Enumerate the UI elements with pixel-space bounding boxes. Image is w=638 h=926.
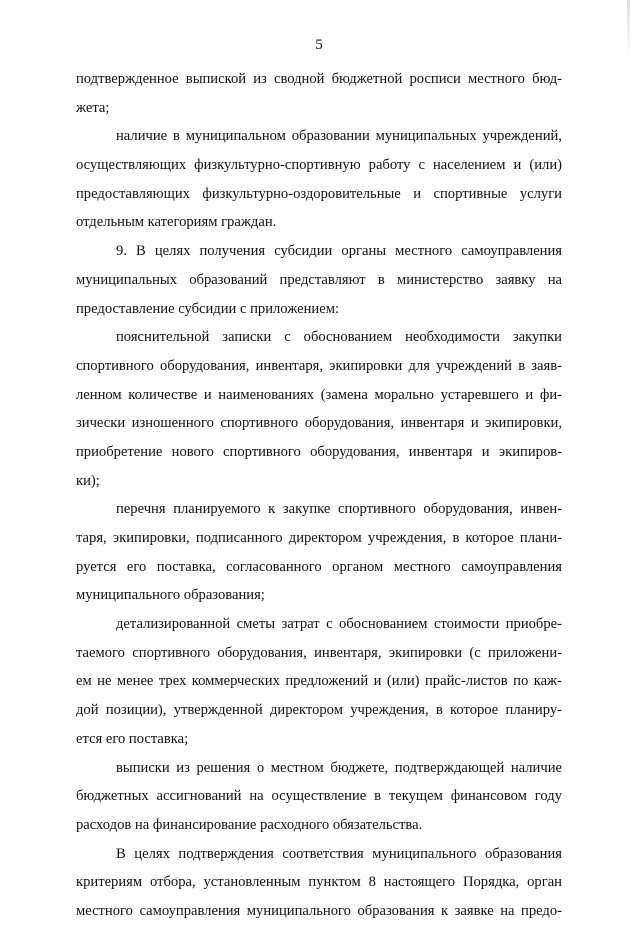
text-line: муниципальных образований представляют в министерство заявку на [76, 271, 562, 288]
scan-specks [230, 868, 410, 888]
text-line: ем не менее трех коммерческих предложений и (или) прайс-листов по каж- [76, 673, 562, 690]
text-line: таемого спортивного оборудования, инвентаря, экипировки (с приложени- [76, 644, 562, 661]
text-line: приобретение нового спортивного оборудования, инвентаря и экипиров- [76, 443, 562, 460]
text-line: выписки из решения о местном бюджете, подтверждающей наличие [116, 759, 562, 776]
text-line: В целях подтверждения соответствия муниципального образования [116, 845, 562, 862]
text-line: зически изношенного спортивного оборудования, инвентаря и экипировки, [76, 415, 562, 432]
text-line: осуществляющих физкультурно-спортивную работу с населением и (или) [76, 157, 562, 174]
text-line: 9. В целях получения субсидии органы местного самоуправления [116, 243, 562, 260]
page-number: 5 [315, 37, 323, 53]
text-line: бюджетных ассигнований на осуществление в текущем финансовом году [76, 788, 562, 805]
text-line: дой позиции), утвержденной директором учреждения, в которое планиру- [76, 702, 562, 719]
text-line: муниципального образования; [76, 587, 265, 604]
text-line: критериям отбора, установленным пунктом 8 настоящего Порядка, орган [76, 874, 562, 891]
text-line: детализированной сметы затрат с обоснованием стоимости приобре- [116, 616, 562, 633]
text-line: руется его поставка, согласованного органом местного самоуправления [76, 558, 562, 575]
text-line: предоставление субсидии с приложением: [76, 300, 340, 317]
text-line: подтвержденное выпиской из сводной бюджетной росписи местного бюд- [76, 71, 562, 87]
text-line: ется его поставка; [76, 730, 189, 747]
text-line: местного самоуправления муниципального образования к заявке на предо- [76, 902, 562, 919]
text-line: ленном количестве и наименованиях (замена морально устаревшего и фи- [76, 386, 562, 403]
text-line: жета; [76, 99, 110, 116]
text-line: перечня планируемого к закупке спортивного оборудования, инвен- [116, 501, 562, 518]
text-line: предоставляющих физкультурно-оздоровительные и спортивные услуги [76, 185, 562, 202]
text-line: пояснительной записки с обоснованием необходимости закупки [116, 329, 562, 346]
text-line: ки); [76, 472, 100, 489]
text-line: спортивного оборудования, инвентаря, экипировки для учреждений в заяв- [76, 357, 562, 374]
text-line: расходов на финансирование расходного обязательства. [76, 816, 423, 833]
document-body [76, 65, 562, 926]
text-line: отдельным категориям граждан. [76, 214, 277, 231]
text-line: таря, экипировки, подписанного директором учреждения, в которое плани- [76, 530, 562, 546]
text-line: наличие в муниципальном образовании муниципальных учреждений, [116, 128, 562, 145]
